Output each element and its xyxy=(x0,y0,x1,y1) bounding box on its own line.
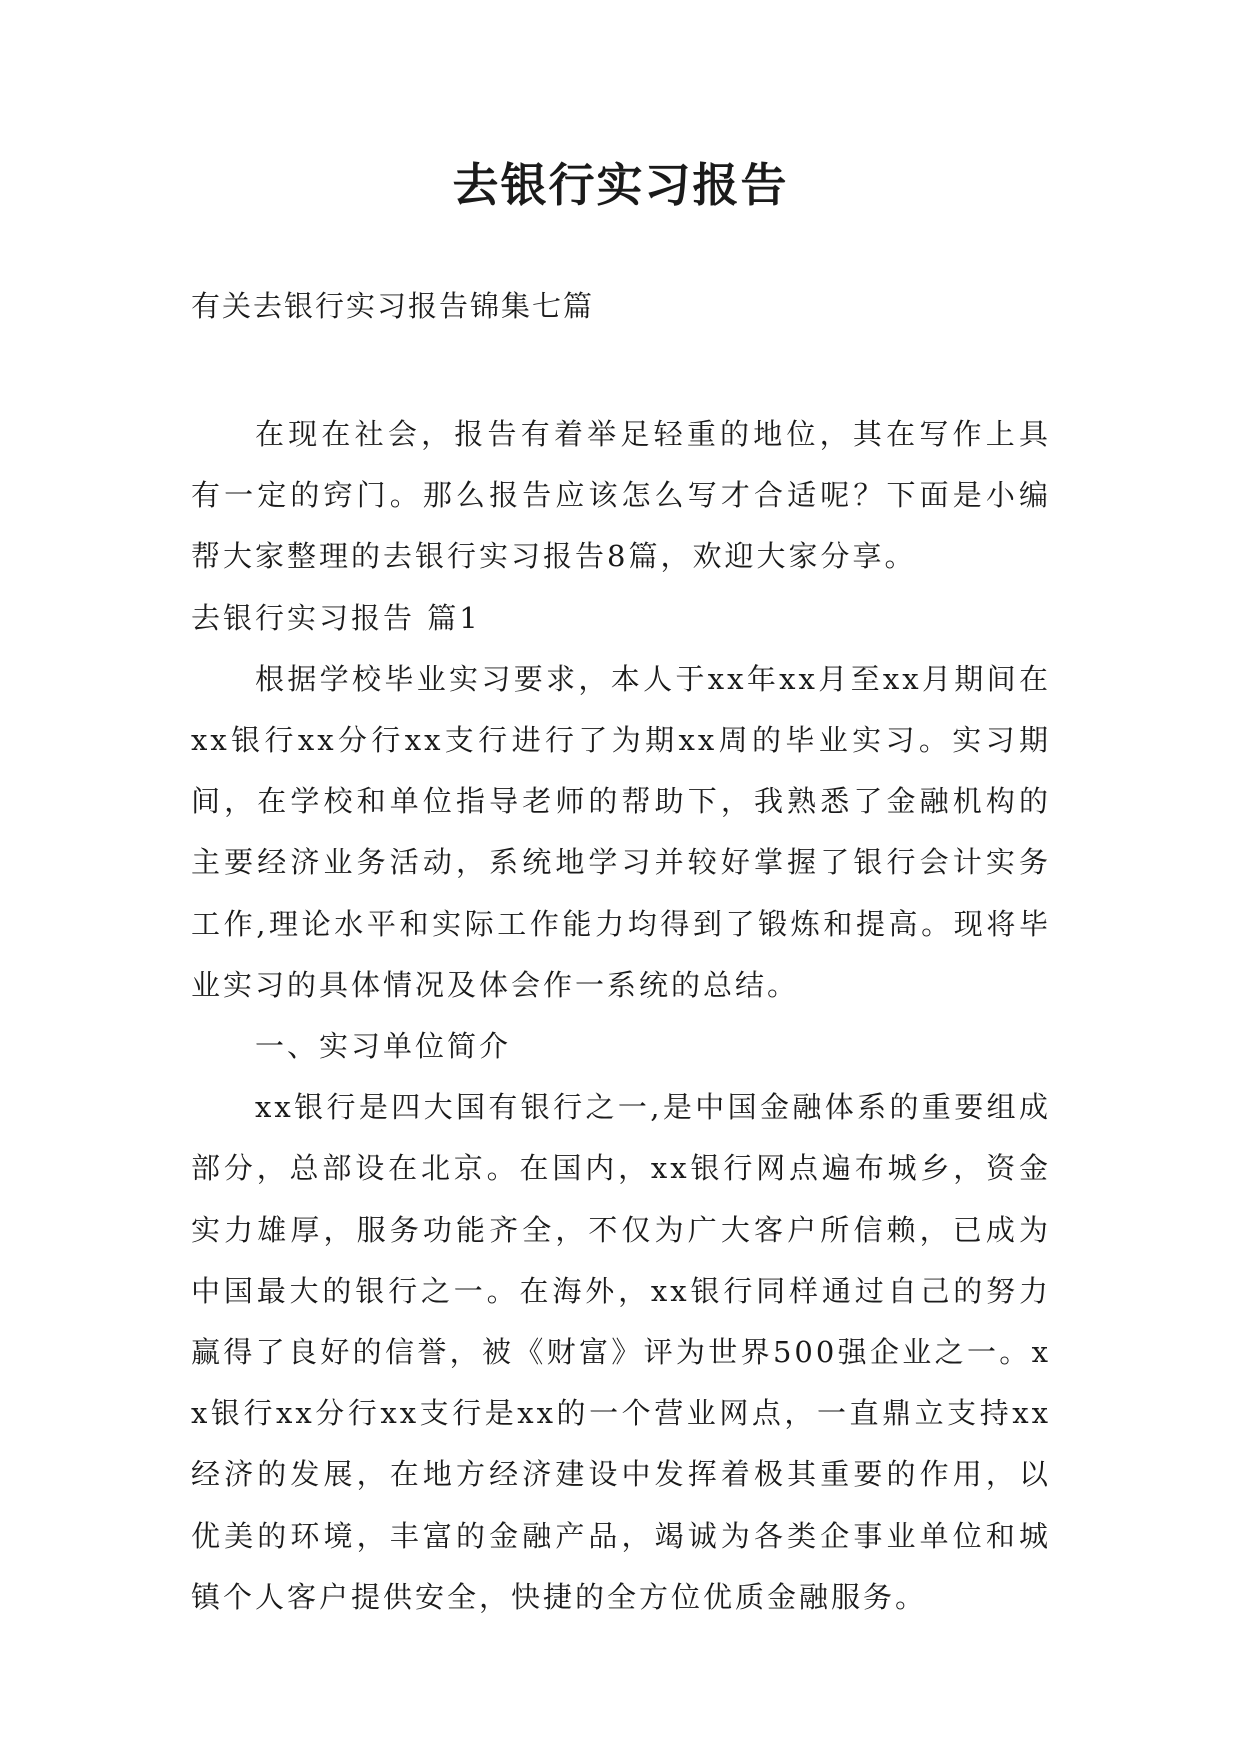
intro-paragraph: 在现在社会，报告有着举足轻重的地位，其在写作上具有一定的窍门。那么报告应该怎么写才合适呢？下面是小编帮大家整理的去银行实习报告8篇，欢迎大家分享。 xyxy=(191,417,1051,574)
body-paragraph: xx银行是四大国有银行之一,是中国金融体系的重要组成部分，总部设在北京。在国内，xx银行网点遍布城乡，资金实力雄厚，服务功能齐全，不仅为广大客户所信赖，已成为中国最大的银行之一。在海外，xx银行同样通过自己的努力赢得了良好的信誉，被《财富》评为世界500强企业之一。xx银行xx分行xx支行是xx的一个营业网点，一直鼎立支持xx经济的发展，在地方经济建设中发挥着极其重要的作用，以优美的环境，丰富的金融产品，竭诚为各类企事业单位和城镇个人客户提供安全，快捷的全方位优质金融服务。 xyxy=(191,1090,1051,1614)
body-paragraph: 根据学校毕业实习要求，本人于xx年xx月至xx月期间在xx银行xx分行xx支行进行了为期xx周的毕业实习。实习期间，在学校和单位指导老师的帮助下，我熟悉了金融机构的主要经济业务活动，系统地学习并较好掌握了银行会计实务工作,理论水平和实际工作能力均得到了锻炼和提高。现将毕业实习的具体情况及体会作一系统的总结。 xyxy=(191,661,1051,1002)
document-subtitle: 有关去银行实习报告锦集七篇 xyxy=(191,289,595,323)
document-body xyxy=(191,404,1051,1628)
document-title: 去银行实习报告 xyxy=(452,158,789,212)
subsection-heading: 一、实习单位简介 xyxy=(255,1029,512,1064)
section-heading-part-1: 去银行实习报告 篇1 xyxy=(191,600,481,635)
